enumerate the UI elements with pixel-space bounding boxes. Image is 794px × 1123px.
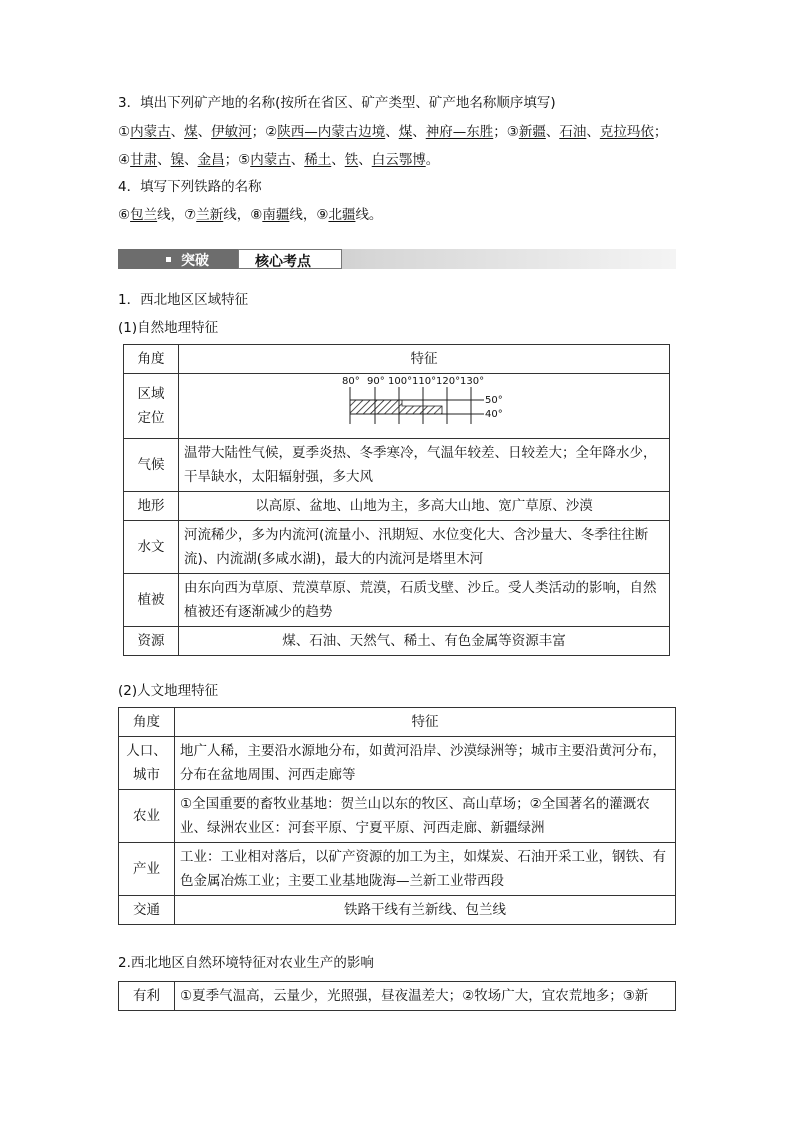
- text-run: 线，⑨: [289, 207, 329, 223]
- answer-blank: 煤: [398, 124, 413, 140]
- table-row-industry: [119, 843, 676, 896]
- text-run: 。: [425, 152, 440, 168]
- table-row-terrain: [124, 492, 670, 521]
- section4-answer-line: [118, 205, 382, 225]
- text-run: ⑥: [118, 207, 131, 223]
- table-row-agriculture: [119, 790, 676, 843]
- text-run: 、: [385, 124, 399, 140]
- table-header-row: [124, 345, 670, 374]
- header-feature: 特征: [175, 708, 676, 737]
- banner-tab-core-points: [238, 249, 342, 269]
- header-angle: 角度: [124, 345, 179, 374]
- text-run: ；⑤: [224, 152, 251, 168]
- text-run: 、: [184, 152, 198, 168]
- answer-blank: 镍: [170, 152, 185, 168]
- answer-blank: 北疆: [328, 207, 356, 223]
- row-label-agriculture: 农业: [119, 790, 175, 843]
- text-run: 、: [331, 152, 345, 168]
- heading-regional-features: 1．西北地区区域特征: [118, 292, 249, 308]
- answer-blank: 金昌: [197, 152, 225, 168]
- text-run: 、: [290, 152, 305, 168]
- table-header-row: [119, 708, 676, 737]
- text-run: 线，⑦: [157, 207, 197, 223]
- table-row-vegetation: [124, 574, 670, 627]
- text-run: ；③: [493, 124, 519, 140]
- table-row-location: [124, 374, 670, 439]
- subheading-human-geography: (2)人文地理特征: [118, 683, 219, 699]
- answer-blank: 兰新: [196, 207, 224, 223]
- location-map: [344, 376, 504, 436]
- text-run: 线，⑧: [223, 207, 263, 223]
- row-text-population: 地广人稀，主要沿水源地分布，如黄河沿岸、沙漠绿洲等；城市主要沿黄河分布，分布在盆地周围、河西走廊等: [175, 737, 676, 790]
- answer-blank: 伊敏河: [211, 124, 252, 140]
- banner-tab1-label: 突破: [181, 253, 209, 269]
- subheading-physical-geography: (1)自然地理特征: [118, 320, 219, 336]
- text-run: 、: [157, 152, 171, 168]
- row-label-population: 人口、 城市: [119, 737, 175, 790]
- answer-blank: 陕西—内蒙古边境: [277, 124, 386, 140]
- text-run: ④: [118, 152, 131, 168]
- lat-label-50: 50°: [485, 395, 503, 406]
- square-bullet-icon: [166, 257, 171, 262]
- section3-answer-line2: [118, 150, 439, 170]
- row-text-transport: 铁路干线有兰新线、包兰线: [175, 896, 676, 925]
- text-run: ①: [118, 124, 131, 140]
- lon-label-110: 110°: [412, 376, 437, 387]
- row-text-terrain: 以高原、盆地、山地为主，多高大山地、宽广草原、沙漠: [179, 492, 670, 521]
- row-text-favorable: ①夏季气温高，云量少，光照强，昼夜温差大；②牧场广大，宜农荒地多；③新: [175, 982, 676, 1011]
- header-feature: 特征: [179, 345, 670, 374]
- location-map-cell: [179, 374, 670, 439]
- answer-blank: 石油: [559, 124, 587, 140]
- row-label-hydrology: 水文: [124, 521, 179, 574]
- text-run: 线。: [355, 207, 383, 223]
- lon-label-120: 120°: [436, 376, 461, 387]
- answer-blank: 铁: [344, 152, 359, 168]
- lat-label-40: 40°: [485, 409, 503, 420]
- row-label-location: 区域 定位: [124, 374, 179, 439]
- answer-blank: 白云鄂博: [371, 152, 426, 168]
- row-text-industry: 工业：工业相对落后，以矿产资源的加工为主，如煤炭、石油开采工业，钢铁、有色金属冶炼工业；主要工业基地陇海—兰新工业带西段: [175, 843, 676, 896]
- answer-blank: 煤: [184, 124, 198, 140]
- header-angle: 角度: [119, 708, 175, 737]
- section4-title: 4．填写下列铁路的名称: [118, 179, 262, 195]
- banner-tab2-label: 核心考点: [255, 254, 311, 270]
- table-row-hydrology: [124, 521, 670, 574]
- section3-answer-line1: [118, 122, 667, 142]
- lon-label-130: 130°: [460, 376, 485, 387]
- heading-agriculture-impact: 2.西北地区自然环境特征对农业生产的影响: [118, 955, 374, 971]
- row-label-terrain: 地形: [124, 492, 179, 521]
- row-text-resources: 煤、石油、天然气、稀土、有色金属等资源丰富: [179, 627, 670, 656]
- text-run: ；: [653, 124, 668, 140]
- table-row-favorable: [119, 982, 676, 1011]
- lon-label-80: 80°: [342, 376, 360, 387]
- row-label-industry: 产业: [119, 843, 175, 896]
- row-label-climate: 气候: [124, 439, 179, 492]
- answer-blank: 甘肃: [130, 152, 158, 168]
- answer-blank: 南疆: [262, 207, 290, 223]
- lon-label-100: 100°: [388, 376, 413, 387]
- row-label-resources: 资源: [124, 627, 179, 656]
- section-banner: [118, 231, 676, 271]
- text-run: ；②: [251, 124, 278, 140]
- table-row-transport: [119, 896, 676, 925]
- row-text-agriculture: ①全国重要的畜牧业基地：贺兰山以东的牧区、高山草场；②全国著名的灌溉农业、绿洲农业区：河套平原、宁夏平原、河西走廊、新疆绿洲: [175, 790, 676, 843]
- answer-blank: 包兰: [130, 207, 158, 223]
- answer-blank: 内蒙古: [250, 152, 291, 168]
- human-features-table: [118, 707, 676, 925]
- answer-blank: 克拉玛依: [599, 124, 654, 140]
- row-label-transport: 交通: [119, 896, 175, 925]
- table-row-population: [119, 737, 676, 790]
- text-run: 、: [545, 124, 560, 140]
- row-label-vegetation: 植被: [124, 574, 179, 627]
- banner-tab-breakthrough: [118, 249, 238, 269]
- row-text-hydrology: 河流稀少，多为内流河(流量小、汛期短、水位变化大、含沙量大、冬季往往断流)、内流湖(多咸水湖)，最大的内流河是塔里木河: [179, 521, 670, 574]
- row-text-vegetation: 由东向西为草原、荒漠草原、荒漠，石质戈壁、沙丘。受人类活动的影响，自然植被还有逐渐减少的趋势: [179, 574, 670, 627]
- text-run: 、: [412, 124, 426, 140]
- agriculture-impact-table: [118, 981, 676, 1011]
- section3-title: 3．填出下列矿产地的名称(按所在省区、矿产类型、矿产地名称顺序填写): [118, 95, 556, 111]
- row-text-climate: 温带大陆性气候，夏季炎热、冬季寒冷，气温年较差、日较差大；全年降水少，干旱缺水，太阳辐射强，多大风: [179, 439, 670, 492]
- physical-features-table: [123, 344, 670, 656]
- answer-blank: 内蒙古: [130, 124, 171, 140]
- text-run: 、: [358, 152, 372, 168]
- table-row-climate: [124, 439, 670, 492]
- lon-label-90: 90°: [367, 376, 385, 387]
- answer-blank: 神府—东胜: [425, 124, 494, 140]
- answer-blank: 稀土: [304, 152, 332, 168]
- answer-blank: 新疆: [518, 124, 546, 140]
- row-label-favorable: 有利: [119, 982, 175, 1011]
- text-run: 、: [197, 124, 212, 140]
- table-row-resources: [124, 627, 670, 656]
- text-run: 、: [170, 124, 185, 140]
- text-run: 、: [586, 124, 600, 140]
